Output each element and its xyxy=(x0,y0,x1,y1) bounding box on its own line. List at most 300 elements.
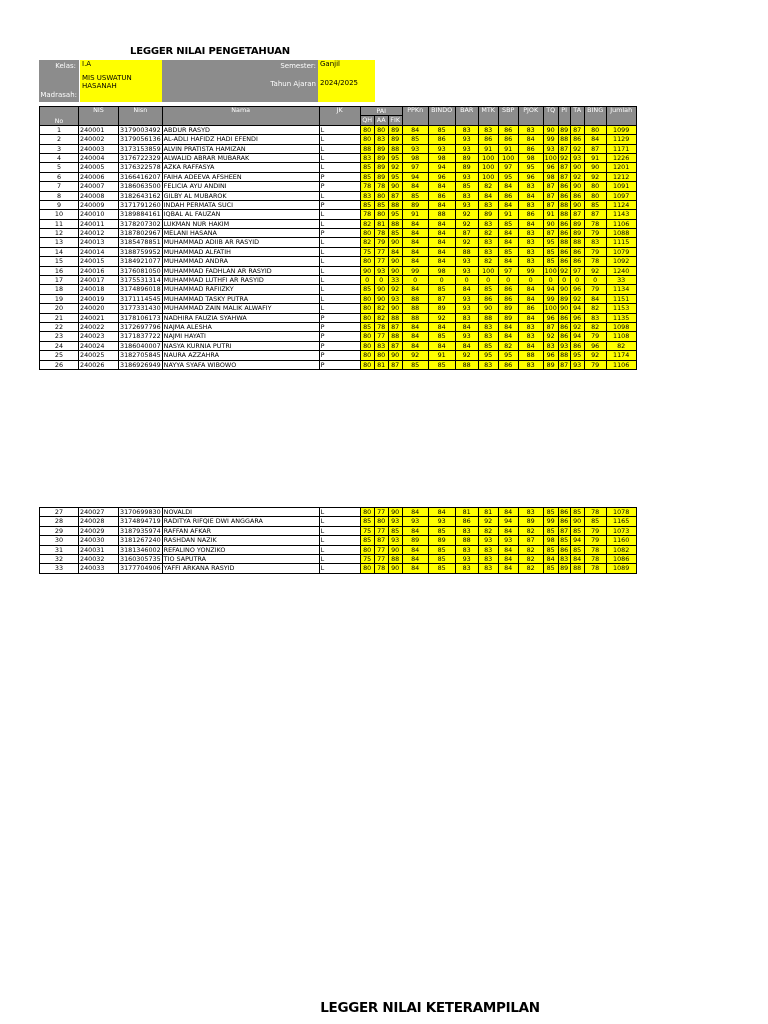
cell-nis: 240011 xyxy=(79,219,119,228)
cell-jk: L xyxy=(319,545,360,554)
cell-pi: 88 xyxy=(560,351,569,360)
cell-jk: L xyxy=(319,526,360,535)
col-ta: TA xyxy=(570,107,584,126)
cell-bindo: 84 xyxy=(428,238,455,247)
cell-mtk: 82 xyxy=(478,526,498,535)
madrasah-label: Madrasah: xyxy=(39,73,79,102)
cell-ppkn: 84 xyxy=(402,247,428,256)
cell-tq: 96 xyxy=(543,351,558,360)
cell-qh: 0 xyxy=(360,276,374,285)
cell-nama: RADITYA RIFQIE DWI ANGGARA xyxy=(162,517,319,526)
cell-ta: 92 xyxy=(570,322,584,331)
cell-aa: 77 xyxy=(374,508,388,517)
cell-ta: 86 xyxy=(570,135,584,144)
cell-pi: 86 xyxy=(560,332,569,341)
cell-qh: 80 xyxy=(360,508,374,517)
cell-aa: 81 xyxy=(374,219,388,228)
cell-bing: 78 xyxy=(584,545,606,554)
cell-jumlah: 1073 xyxy=(606,526,636,535)
cell-nis: 240031 xyxy=(79,545,119,554)
cell-aa: 80 xyxy=(374,191,388,200)
cell-tq: 95 xyxy=(543,238,558,247)
cell-no: 25 xyxy=(40,351,79,360)
cell-fik: 87 xyxy=(388,360,402,369)
cell-bindo: 89 xyxy=(428,304,455,313)
cell-sbp: 94 xyxy=(498,517,518,526)
cell-pjok: 84 xyxy=(518,219,543,228)
cell-pi: 86 xyxy=(560,182,569,191)
cell-bing: 79 xyxy=(584,285,606,294)
cell-ta: 85 xyxy=(570,545,584,554)
cell-ta: 84 xyxy=(570,554,584,563)
document-title: LEGGER NILAI PENGETAHUAN xyxy=(130,46,290,57)
cell-aa: 78 xyxy=(374,322,388,331)
cell-jk: L xyxy=(319,285,360,294)
cell-fik: 90 xyxy=(388,545,402,554)
cell-qh: 80 xyxy=(360,545,374,554)
cell-ppkn: 94 xyxy=(402,172,428,181)
cell-ta: 96 xyxy=(570,285,584,294)
cell-ppkn: 84 xyxy=(402,526,428,535)
cell-pjok: 98 xyxy=(518,153,543,162)
cell-tq: 87 xyxy=(543,200,558,209)
cell-jumlah: 1171 xyxy=(606,144,636,153)
cell-jk: L xyxy=(319,536,360,545)
cell-bing: 87 xyxy=(584,210,606,219)
cell-no: 1 xyxy=(40,125,79,134)
cell-pjok: 83 xyxy=(518,182,543,191)
cell-pjok: 83 xyxy=(518,229,543,238)
cell-mtk: 82 xyxy=(478,182,498,191)
cell-bindo: 86 xyxy=(428,191,455,200)
cell-ppkn: 88 xyxy=(402,304,428,313)
cell-tq: 89 xyxy=(543,360,558,369)
cell-nama: ALWALID ABRAR MUBARAK xyxy=(162,153,319,162)
cell-nis: 240022 xyxy=(79,322,119,331)
kelas-value: I.A xyxy=(80,60,162,73)
cell-nisn: 3187935974 xyxy=(120,526,161,535)
cell-ppkn: 84 xyxy=(402,257,428,266)
cell-sbp: 97 xyxy=(498,163,518,172)
cell-jumlah: 1091 xyxy=(606,182,636,191)
cell-bar: 93 xyxy=(455,172,478,181)
cell-mtk: 91 xyxy=(478,144,498,153)
cell-pjok: 84 xyxy=(518,191,543,200)
cell-nisn: 3171791260 xyxy=(120,200,161,209)
cell-ppkn: 99 xyxy=(402,266,428,275)
cell-aa: 77 xyxy=(374,257,388,266)
cell-jumlah: 1106 xyxy=(606,219,636,228)
cell-mtk: 83 xyxy=(478,219,498,228)
cell-mtk: 85 xyxy=(478,341,498,350)
cell-nama: FELICIA AYU ANDINI xyxy=(162,182,319,191)
cell-fik: 95 xyxy=(388,210,402,219)
cell-pi: 89 xyxy=(560,125,569,134)
cell-no: 21 xyxy=(40,313,79,322)
cell-no: 19 xyxy=(40,294,79,303)
cell-nama: RAFFAN AFKAR xyxy=(162,526,319,535)
cell-aa: 89 xyxy=(374,163,388,172)
col-bindo: BINDO xyxy=(428,107,455,126)
cell-bar: 93 xyxy=(455,332,478,341)
cell-tq: 87 xyxy=(543,322,558,331)
cell-bindo: 85 xyxy=(428,285,455,294)
cell-nis: 240006 xyxy=(79,172,119,181)
cell-nama: ALVIN PRATISTA HAMIZAN xyxy=(162,144,319,153)
cell-nis: 240023 xyxy=(79,332,119,341)
col-bing: BING xyxy=(584,107,606,126)
cell-ta: 88 xyxy=(570,564,584,573)
cell-pi: 90 xyxy=(560,304,569,313)
grades-table-1 xyxy=(39,106,637,370)
cell-bindo: 93 xyxy=(428,144,455,153)
cell-bing: 78 xyxy=(584,257,606,266)
cell-bar: 93 xyxy=(455,294,478,303)
cell-bar: 93 xyxy=(455,135,478,144)
cell-sbp: 84 xyxy=(498,554,518,563)
cell-tq: 99 xyxy=(543,294,558,303)
cell-ppkn: 84 xyxy=(402,554,428,563)
cell-bar: 83 xyxy=(455,526,478,535)
cell-tq: 0 xyxy=(543,276,558,285)
cell-ppkn: 84 xyxy=(402,322,428,331)
cell-no: 5 xyxy=(40,163,79,172)
cell-fik: 88 xyxy=(388,200,402,209)
cell-qh: 90 xyxy=(360,266,374,275)
cell-sbp: 89 xyxy=(498,313,518,322)
cell-jumlah: 33 xyxy=(606,276,636,285)
cell-bindo: 84 xyxy=(428,229,455,238)
cell-fik: 88 xyxy=(388,554,402,563)
cell-tq: 85 xyxy=(543,526,558,535)
cell-ppkn: 84 xyxy=(402,238,428,247)
cell-nisn: 3189884161 xyxy=(120,210,161,219)
cell-tq: 96 xyxy=(543,163,558,172)
table-row xyxy=(40,172,637,181)
cell-pjok: 83 xyxy=(518,360,543,369)
table-row xyxy=(40,332,637,341)
cell-nama: RASHDAN NAZIK xyxy=(162,536,319,545)
cell-mtk: 86 xyxy=(478,135,498,144)
cell-pi: 86 xyxy=(560,219,569,228)
cell-qh: 80 xyxy=(360,351,374,360)
cell-aa: 80 xyxy=(374,125,388,134)
cell-jk: L xyxy=(319,163,360,172)
table-row xyxy=(40,564,637,573)
cell-mtk: 89 xyxy=(478,210,498,219)
cell-mtk: 83 xyxy=(478,200,498,209)
cell-nis: 240030 xyxy=(79,536,119,545)
cell-pjok: 83 xyxy=(518,238,543,247)
cell-nisn: 3179003492 xyxy=(120,125,161,134)
cell-jumlah: 1099 xyxy=(606,125,636,134)
cell-bing: 84 xyxy=(584,294,606,303)
cell-jk: P xyxy=(319,200,360,209)
cell-pi: 86 xyxy=(560,247,569,256)
cell-pi: 86 xyxy=(560,517,569,526)
cell-ta: 94 xyxy=(570,304,584,313)
cell-pi: 92 xyxy=(560,266,569,275)
cell-bing: 79 xyxy=(584,526,606,535)
cell-jumlah: 1106 xyxy=(606,360,636,369)
cell-pjok: 84 xyxy=(518,135,543,144)
cell-fik: 85 xyxy=(388,229,402,238)
cell-no: 23 xyxy=(40,332,79,341)
cell-nisn: 3179056136 xyxy=(120,135,161,144)
cell-sbp: 84 xyxy=(498,564,518,573)
cell-ppkn: 88 xyxy=(402,294,428,303)
cell-mtk: 83 xyxy=(478,554,498,563)
cell-pi: 86 xyxy=(560,313,569,322)
cell-nis: 240010 xyxy=(79,210,119,219)
cell-tq: 84 xyxy=(543,554,558,563)
table-row xyxy=(40,153,637,162)
cell-sbp: 86 xyxy=(498,294,518,303)
cell-nis: 240029 xyxy=(79,526,119,535)
cell-jk: P xyxy=(319,182,360,191)
cell-fik: 85 xyxy=(388,526,402,535)
cell-jumlah: 1092 xyxy=(606,257,636,266)
cell-bar: 88 xyxy=(455,536,478,545)
cell-fik: 89 xyxy=(388,135,402,144)
table-row xyxy=(40,144,637,153)
cell-bing: 84 xyxy=(584,135,606,144)
cell-ta: 89 xyxy=(570,219,584,228)
cell-ta: 93 xyxy=(570,360,584,369)
cell-no: 14 xyxy=(40,247,79,256)
cell-nis: 240016 xyxy=(79,266,119,275)
cell-mtk: 92 xyxy=(478,517,498,526)
cell-jumlah: 1165 xyxy=(606,517,636,526)
cell-bar: 0 xyxy=(455,276,478,285)
table-row xyxy=(40,191,637,200)
cell-pi: 86 xyxy=(560,507,569,516)
cell-jk: L xyxy=(319,238,360,247)
cell-nis: 240032 xyxy=(79,554,119,563)
table-row xyxy=(40,229,637,238)
cell-no: 18 xyxy=(40,285,79,294)
cell-tq: 90 xyxy=(543,219,558,228)
cell-nisn: 3186926949 xyxy=(120,360,161,369)
cell-pi: 93 xyxy=(560,341,569,350)
cell-pjok: 84 xyxy=(518,341,543,350)
cell-sbp: 86 xyxy=(498,360,518,369)
cell-pjok: 82 xyxy=(518,526,543,535)
cell-no: 10 xyxy=(40,210,79,219)
cell-nama: TIO SAPUTRA xyxy=(162,554,319,563)
cell-no: 8 xyxy=(40,191,79,200)
cell-ppkn: 84 xyxy=(402,508,428,517)
cell-sbp: 84 xyxy=(498,257,518,266)
cell-bindo: 93 xyxy=(428,517,455,526)
cell-nisn: 3176081050 xyxy=(120,266,161,275)
cell-bindo: 84 xyxy=(428,247,455,256)
cell-jk: L xyxy=(319,191,360,200)
cell-bing: 78 xyxy=(584,564,606,573)
cell-bindo: 87 xyxy=(428,294,455,303)
cell-sbp: 91 xyxy=(498,144,518,153)
cell-pjok: 83 xyxy=(518,508,543,517)
cell-bar: 84 xyxy=(455,322,478,331)
cell-bindo: 85 xyxy=(428,125,455,134)
col-bar: BAR xyxy=(455,107,478,126)
cell-fik: 90 xyxy=(388,182,402,191)
cell-fik: 92 xyxy=(388,163,402,172)
cell-jumlah: 1160 xyxy=(606,536,636,545)
cell-nama: MELANI HASANA xyxy=(162,229,319,238)
cell-pi: 85 xyxy=(560,536,569,545)
cell-pi: 88 xyxy=(560,135,569,144)
cell-pjok: 83 xyxy=(518,322,543,331)
col-pai: PAI xyxy=(360,107,402,116)
cell-jk: L xyxy=(319,247,360,256)
cell-pi: 83 xyxy=(560,554,569,563)
col-qh: QH xyxy=(360,116,374,125)
cell-ta: 86 xyxy=(570,191,584,200)
cell-bindo: 86 xyxy=(428,135,455,144)
cell-sbp: 93 xyxy=(498,536,518,545)
cell-bing: 0 xyxy=(584,276,606,285)
cell-aa: 77 xyxy=(374,247,388,256)
cell-qh: 80 xyxy=(360,341,374,350)
cell-tq: 91 xyxy=(543,210,558,219)
table-row xyxy=(40,238,637,247)
cell-ta: 92 xyxy=(570,294,584,303)
cell-nama: MUHAMMAD FADHLAN AR RASYID xyxy=(162,266,319,275)
cell-bar: 84 xyxy=(455,285,478,294)
cell-ta: 94 xyxy=(570,536,584,545)
cell-nama: MUHAMMAD ALFATIH xyxy=(162,247,319,256)
table-row xyxy=(40,182,637,191)
cell-no: 9 xyxy=(40,200,79,209)
cell-nis: 240008 xyxy=(79,191,119,200)
cell-aa: 79 xyxy=(374,238,388,247)
cell-ppkn: 85 xyxy=(402,135,428,144)
cell-nisn: 3160305735 xyxy=(120,554,161,563)
cell-bindo: 84 xyxy=(428,200,455,209)
cell-bindo: 89 xyxy=(428,536,455,545)
cell-ppkn: 92 xyxy=(402,351,428,360)
cell-nisn: 3186063500 xyxy=(120,182,161,191)
cell-qh: 75 xyxy=(360,247,374,256)
cell-nisn: 3176722329 xyxy=(120,153,161,162)
cell-fik: 84 xyxy=(388,247,402,256)
cell-qh: 82 xyxy=(360,238,374,247)
cell-pjok: 83 xyxy=(518,257,543,266)
cell-nama: GILBY AL MUBAROK xyxy=(162,191,319,200)
cell-pi: 92 xyxy=(560,153,569,162)
cell-nama: FAIHA ADEEVA AFSHEEN xyxy=(162,172,319,181)
col-ppkn: PPKn xyxy=(402,107,428,126)
cell-nama: MUHAMMAD ANDRA xyxy=(162,257,319,266)
cell-mtk: 84 xyxy=(478,191,498,200)
cell-nama: MUHAMMAD RAFIIZKY xyxy=(162,285,319,294)
cell-bindo: 88 xyxy=(428,210,455,219)
cell-ppkn: 98 xyxy=(402,153,428,162)
cell-bing: 82 xyxy=(584,322,606,331)
cell-bing: 80 xyxy=(584,191,606,200)
cell-jumlah: 1089 xyxy=(606,564,636,573)
table-row xyxy=(40,247,637,256)
cell-fik: 87 xyxy=(388,341,402,350)
cell-bing: 91 xyxy=(584,153,606,162)
cell-qh: 80 xyxy=(360,135,374,144)
cell-bindo: 84 xyxy=(428,341,455,350)
cell-nis: 240002 xyxy=(79,135,119,144)
cell-sbp: 85 xyxy=(498,247,518,256)
cell-no: 12 xyxy=(40,229,79,238)
cell-mtk: 83 xyxy=(478,322,498,331)
cell-sbp: 97 xyxy=(498,266,518,275)
cell-pjok: 96 xyxy=(518,172,543,181)
cell-mtk: 83 xyxy=(478,545,498,554)
cell-ta: 85 xyxy=(570,508,584,517)
col-fik: FIK xyxy=(388,116,402,125)
cell-tq: 100 xyxy=(544,153,557,162)
cell-nis: 240014 xyxy=(79,247,119,256)
cell-ppkn: 84 xyxy=(402,285,428,294)
cell-mtk: 82 xyxy=(478,257,498,266)
cell-nama: IQBAL AL FAUZAN xyxy=(162,210,319,219)
cell-pjok: 84 xyxy=(518,294,543,303)
cell-fik: 90 xyxy=(388,257,402,266)
cell-nis: 240028 xyxy=(79,517,119,526)
cell-qh: 80 xyxy=(360,294,374,303)
cell-fik: 95 xyxy=(388,153,402,162)
cell-sbp: 91 xyxy=(498,210,518,219)
tahun-value: 2024/2025 xyxy=(318,73,375,102)
cell-qh: 85 xyxy=(360,200,374,209)
cell-jk: P xyxy=(319,229,360,238)
cell-jumlah: 1212 xyxy=(606,172,636,181)
cell-fik: 88 xyxy=(388,313,402,322)
cell-bindo: 85 xyxy=(428,526,455,535)
semester-label: Semester: xyxy=(162,60,318,73)
cell-bar: 81 xyxy=(455,508,478,517)
cell-mtk: 100 xyxy=(478,153,498,162)
cell-fik: 33 xyxy=(388,276,402,285)
cell-qh: 85 xyxy=(360,172,374,181)
cell-jk: P xyxy=(319,351,360,360)
cell-ta: 90 xyxy=(570,163,584,172)
cell-sbp: 86 xyxy=(498,125,518,134)
cell-bing: 83 xyxy=(584,238,606,247)
cell-sbp: 84 xyxy=(498,200,518,209)
cell-mtk: 82 xyxy=(478,229,498,238)
cell-jk: L xyxy=(319,266,360,275)
cell-jk: L xyxy=(319,517,360,526)
cell-fik: 88 xyxy=(388,144,402,153)
cell-nama: NOVALDI xyxy=(162,508,319,517)
cell-bing: 92 xyxy=(584,266,606,275)
cell-nisn: 3174894719 xyxy=(120,517,161,526)
cell-sbp: 82 xyxy=(498,341,518,350)
cell-sbp: 84 xyxy=(498,332,518,341)
col-nisn: Nisn xyxy=(119,107,163,126)
cell-bar: 92 xyxy=(455,238,478,247)
cell-ta: 90 xyxy=(570,517,584,526)
cell-bindo: 84 xyxy=(428,182,455,191)
cell-tq: 87 xyxy=(543,229,558,238)
cell-tq: 90 xyxy=(543,125,558,134)
cell-tq: 87 xyxy=(543,191,558,200)
cell-bing: 87 xyxy=(584,144,606,153)
cell-bing: 92 xyxy=(584,172,606,181)
cell-mtk: 83 xyxy=(478,564,498,573)
cell-ta: 90 xyxy=(570,182,584,191)
cell-nisn: 3166416207 xyxy=(120,172,161,181)
cell-aa: 78 xyxy=(374,229,388,238)
